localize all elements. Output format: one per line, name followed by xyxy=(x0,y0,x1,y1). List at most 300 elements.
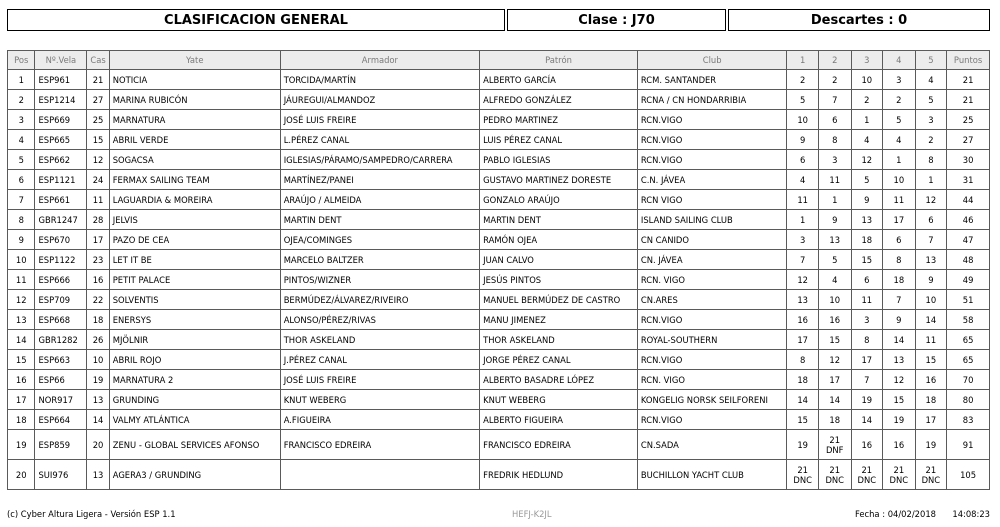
cell-pos: 13 xyxy=(8,310,35,330)
cell-yacht: ABRIL ROJO xyxy=(109,350,280,370)
results-table xyxy=(7,50,990,490)
cell-race-2: 7 xyxy=(818,90,851,110)
cell-points: 47 xyxy=(947,230,990,250)
cell-owner: ALONSO/PÉREZ/RIVAS xyxy=(280,310,479,330)
cell-race-5: 16 xyxy=(915,370,947,390)
table-row xyxy=(8,460,990,490)
table-row xyxy=(8,270,990,290)
cell-race-5: 4 xyxy=(915,70,947,90)
cell-sail-number: ESP666 xyxy=(35,270,87,290)
cell-points: 83 xyxy=(947,410,990,430)
table-row xyxy=(8,250,990,270)
cell-score: 21 xyxy=(861,464,873,475)
cell-pos: 5 xyxy=(8,150,35,170)
cell-race-4: 1 xyxy=(883,150,916,170)
cell-skipper: MARTIN DENT xyxy=(480,210,638,230)
cell-race-3: 13 xyxy=(851,210,883,230)
table-row xyxy=(8,90,990,110)
cell-race-2: 16 xyxy=(818,310,851,330)
cell-race-5: 12 xyxy=(915,190,947,210)
cell-owner: JÁUREGUI/ALMANDOZ xyxy=(280,90,479,110)
cell-sail-number: ESP66 xyxy=(35,370,87,390)
cell-score: 21 xyxy=(797,464,809,475)
cell-cas: 22 xyxy=(87,290,109,310)
cell-race-5: 7 xyxy=(915,230,947,250)
cell-points: 51 xyxy=(947,290,990,310)
cell-sail-number: ESP1121 xyxy=(35,170,87,190)
cell-race-4: 13 xyxy=(883,350,916,370)
cell-cas: 24 xyxy=(87,170,109,190)
cell-club: RCN.VIGO xyxy=(637,110,787,130)
cell-skipper: ALBERTO GARCÍA xyxy=(480,70,638,90)
cell-cas: 14 xyxy=(87,410,109,430)
cell-race-3: 10 xyxy=(851,70,883,90)
cell-cas: 13 xyxy=(87,460,109,490)
cell-club: RCN.VIGO xyxy=(637,150,787,170)
cell-pos: 11 xyxy=(8,270,35,290)
cell-pos: 7 xyxy=(8,190,35,210)
cell-race-4: 4 xyxy=(883,130,916,150)
cell-sail-number: GBR1247 xyxy=(35,210,87,230)
col-header-yacht: Yate xyxy=(109,51,280,70)
table-row xyxy=(8,210,990,230)
cell-club: RCN.VIGO xyxy=(637,310,787,330)
cell-score: 21 xyxy=(829,434,841,445)
cell-skipper: KNUT WEBERG xyxy=(480,390,638,410)
cell-race-1: 2 xyxy=(787,70,819,90)
cell-club: KONGELIG NORSK SEILFORENI xyxy=(637,390,787,410)
cell-score: 21 xyxy=(893,464,905,475)
cell-skipper: FREDRIK HEDLUND xyxy=(480,460,638,490)
cell-points: 91 xyxy=(947,430,990,460)
cell-race-5: 17 xyxy=(915,410,947,430)
cell-skipper: ALBERTO BASADRE LÓPEZ xyxy=(480,370,638,390)
cell-cas: 15 xyxy=(87,130,109,150)
cell-pos: 14 xyxy=(8,330,35,350)
cell-race-1: 16 xyxy=(787,310,819,330)
cell-race-3: 6 xyxy=(851,270,883,290)
cell-yacht: MARNATURA xyxy=(109,110,280,130)
cell-race-4: 6 xyxy=(883,230,916,250)
cell-yacht: SOGACSA xyxy=(109,150,280,170)
cell-pos: 18 xyxy=(8,410,35,430)
cell-owner: MARTIN DENT xyxy=(280,210,479,230)
cell-points: 48 xyxy=(947,250,990,270)
cell-race-3: 4 xyxy=(851,130,883,150)
cell-owner: A.FIGUEIRA xyxy=(280,410,479,430)
col-header-race-3: 3 xyxy=(851,51,883,70)
cell-race-4: 18 xyxy=(883,270,916,290)
cell-code: DNC xyxy=(921,474,941,485)
cell-owner: ARAÚJO / ALMEIDA xyxy=(280,190,479,210)
cell-owner: THOR ASKELAND xyxy=(280,330,479,350)
cell-race-1: 12 xyxy=(787,270,819,290)
table-row xyxy=(8,350,990,370)
cell-points: 30 xyxy=(947,150,990,170)
cell-sail-number: ESP669 xyxy=(35,110,87,130)
col-header-owner: Armador xyxy=(280,51,479,70)
cell-race-2: 17 xyxy=(818,370,851,390)
cell-skipper: PABLO IGLESIAS xyxy=(480,150,638,170)
cell-race-3: 17 xyxy=(851,350,883,370)
cell-race-3: 1 xyxy=(851,110,883,130)
cell-club: C.N. JÁVEA xyxy=(637,170,787,190)
cell-skipper: GUSTAVO MARTINEZ DORESTE xyxy=(480,170,638,190)
cell-sail-number: ESP663 xyxy=(35,350,87,370)
cell-race-5: 18 xyxy=(915,390,947,410)
cell-cas: 23 xyxy=(87,250,109,270)
col-header-cas: Cas xyxy=(87,51,109,70)
cell-race-5: 14 xyxy=(915,310,947,330)
cell-points: 65 xyxy=(947,330,990,350)
cell-race-3: 12 xyxy=(851,150,883,170)
cell-race-2: 5 xyxy=(818,250,851,270)
col-header-club: Club xyxy=(637,51,787,70)
cell-race-4: 12 xyxy=(883,370,916,390)
discards-box xyxy=(728,9,990,31)
cell-sail-number: ESP709 xyxy=(35,290,87,310)
cell-points: 80 xyxy=(947,390,990,410)
cell-race-2: 2 xyxy=(818,70,851,90)
cell-pos: 15 xyxy=(8,350,35,370)
table-row xyxy=(8,70,990,90)
cell-race-1: 17 xyxy=(787,330,819,350)
cell-race-4: 2 xyxy=(883,90,916,110)
table-row xyxy=(8,110,990,130)
col-header-skipper: Patrón xyxy=(480,51,638,70)
cell-race-1: 7 xyxy=(787,250,819,270)
cell-race-1: 1 xyxy=(787,210,819,230)
cell-race-2: 4 xyxy=(818,270,851,290)
cell-cas: 17 xyxy=(87,230,109,250)
cell-race-2: 15 xyxy=(818,330,851,350)
cell-owner xyxy=(280,460,479,490)
cell-race-5: 15 xyxy=(915,350,947,370)
cell-race-2: 8 xyxy=(818,130,851,150)
cell-code: DNC xyxy=(889,474,909,485)
table-row xyxy=(8,330,990,350)
cell-club: CN. JÁVEA xyxy=(637,250,787,270)
cell-cas: 19 xyxy=(87,370,109,390)
cell-sail-number: ESP662 xyxy=(35,150,87,170)
cell-pos: 6 xyxy=(8,170,35,190)
cell-race-1: 6 xyxy=(787,150,819,170)
cell-race-1: 18 xyxy=(787,370,819,390)
cell-owner: J.PÉREZ CANAL xyxy=(280,350,479,370)
cell-race-2 xyxy=(818,430,851,460)
cell-owner: TORCIDA/MARTÍN xyxy=(280,70,479,90)
cell-race-2: 13 xyxy=(818,230,851,250)
cell-race-5: 8 xyxy=(915,150,947,170)
cell-race-5: 19 xyxy=(915,430,947,460)
cell-points: 49 xyxy=(947,270,990,290)
footer-code: HEFJ-K2JL xyxy=(512,509,552,519)
cell-skipper: ALFREDO GONZÁLEZ xyxy=(480,90,638,110)
cell-race-3: 5 xyxy=(851,170,883,190)
cell-race-4: 8 xyxy=(883,250,916,270)
cell-sail-number: ESP961 xyxy=(35,70,87,90)
footer-date: Fecha : 04/02/2018 xyxy=(855,509,936,519)
cell-race-4: 10 xyxy=(883,170,916,190)
cell-race-5: 6 xyxy=(915,210,947,230)
cell-race-1: 13 xyxy=(787,290,819,310)
cell-race-3: 3 xyxy=(851,310,883,330)
cell-yacht: SOLVENTIS xyxy=(109,290,280,310)
cell-skipper: THOR ASKELAND xyxy=(480,330,638,350)
footer-copyright: (c) Cyber Altura Ligera - Versión ESP 1.1 xyxy=(7,509,176,519)
cell-club: RCN.VIGO xyxy=(637,410,787,430)
cell-pos: 12 xyxy=(8,290,35,310)
col-header-race-2: 2 xyxy=(818,51,851,70)
cell-sail-number: ESP859 xyxy=(35,430,87,460)
cell-race-3: 19 xyxy=(851,390,883,410)
cell-race-5: 3 xyxy=(915,110,947,130)
cell-race-3: 14 xyxy=(851,410,883,430)
cell-race-5: 13 xyxy=(915,250,947,270)
cell-race-3: 7 xyxy=(851,370,883,390)
discards-label: Descartes : 0 xyxy=(810,12,908,28)
table-row xyxy=(8,410,990,430)
cell-club: CN.SADA xyxy=(637,430,787,460)
cell-club: ROYAL-SOUTHERN xyxy=(637,330,787,350)
cell-owner: MARTÍNEZ/PANEI xyxy=(280,170,479,190)
cell-race-4: 14 xyxy=(883,330,916,350)
cell-sail-number: ESP670 xyxy=(35,230,87,250)
cell-race-2: 3 xyxy=(818,150,851,170)
cell-points: 105 xyxy=(947,460,990,490)
cell-race-1: 9 xyxy=(787,130,819,150)
cell-skipper: LUIS PÉREZ CANAL xyxy=(480,130,638,150)
cell-race-3 xyxy=(851,460,883,490)
cell-owner: IGLESIAS/PÁRAMO/SAMPEDRO/CARRERA xyxy=(280,150,479,170)
cell-skipper: PEDRO MARTINEZ xyxy=(480,110,638,130)
cell-club: CN CANIDO xyxy=(637,230,787,250)
cell-race-3: 11 xyxy=(851,290,883,310)
cell-club: RCN VIGO xyxy=(637,190,787,210)
cell-skipper: JUAN CALVO xyxy=(480,250,638,270)
table-row xyxy=(8,230,990,250)
cell-pos: 4 xyxy=(8,130,35,150)
cell-sail-number: NOR917 xyxy=(35,390,87,410)
cell-cas: 16 xyxy=(87,270,109,290)
cell-race-4: 19 xyxy=(883,410,916,430)
cell-race-2: 14 xyxy=(818,390,851,410)
cell-yacht: AGERA3 / GRUNDING xyxy=(109,460,280,490)
cell-skipper: FRANCISCO EDREIRA xyxy=(480,430,638,460)
cell-cas: 13 xyxy=(87,390,109,410)
cell-race-5: 1 xyxy=(915,170,947,190)
cell-code: DNC xyxy=(825,474,845,485)
cell-skipper: RAMÓN OJEA xyxy=(480,230,638,250)
cell-points: 27 xyxy=(947,130,990,150)
cell-points: 46 xyxy=(947,210,990,230)
cell-race-2: 1 xyxy=(818,190,851,210)
cell-owner: OJEA/COMINGES xyxy=(280,230,479,250)
cell-code: DNC xyxy=(857,474,877,485)
cell-race-5: 2 xyxy=(915,130,947,150)
cell-yacht: FERMAX SAILING TEAM xyxy=(109,170,280,190)
cell-skipper: MANU JIMENEZ xyxy=(480,310,638,330)
cell-points: 21 xyxy=(947,70,990,90)
cell-cas: 18 xyxy=(87,310,109,330)
cell-skipper: MANUEL BERMÚDEZ DE CASTRO xyxy=(480,290,638,310)
cell-race-2: 6 xyxy=(818,110,851,130)
cell-race-1: 5 xyxy=(787,90,819,110)
cell-race-3: 2 xyxy=(851,90,883,110)
cell-race-4: 17 xyxy=(883,210,916,230)
cell-cas: 27 xyxy=(87,90,109,110)
cell-sail-number: ESP661 xyxy=(35,190,87,210)
cell-club: RCN.VIGO xyxy=(637,130,787,150)
cell-sail-number: ESP668 xyxy=(35,310,87,330)
cell-pos: 10 xyxy=(8,250,35,270)
cell-sail-number: ESP1122 xyxy=(35,250,87,270)
col-header-pos: Pos xyxy=(8,51,35,70)
cell-race-4: 16 xyxy=(883,430,916,460)
cell-skipper: ALBERTO FIGUEIRA xyxy=(480,410,638,430)
cell-yacht: LAGUARDIA & MOREIRA xyxy=(109,190,280,210)
footer xyxy=(7,509,990,521)
cell-race-2: 12 xyxy=(818,350,851,370)
cell-yacht: MJÖLNIR xyxy=(109,330,280,350)
cell-club: RCM. SANTANDER xyxy=(637,70,787,90)
cell-code: DNC xyxy=(793,474,812,485)
cell-race-1: 10 xyxy=(787,110,819,130)
cell-score: 21 xyxy=(925,464,937,475)
table-row xyxy=(8,370,990,390)
class-box xyxy=(507,9,726,31)
cell-sail-number: ESP665 xyxy=(35,130,87,150)
cell-club: RCN. VIGO xyxy=(637,370,787,390)
cell-cas: 10 xyxy=(87,350,109,370)
cell-points: 31 xyxy=(947,170,990,190)
cell-pos: 16 xyxy=(8,370,35,390)
cell-race-2: 10 xyxy=(818,290,851,310)
cell-race-4: 11 xyxy=(883,190,916,210)
cell-yacht: PETIT PALACE xyxy=(109,270,280,290)
cell-club: CN.ARES xyxy=(637,290,787,310)
cell-pos: 3 xyxy=(8,110,35,130)
cell-owner: JOSÉ LUIS FREIRE xyxy=(280,370,479,390)
cell-owner: PINTOS/WIZNER xyxy=(280,270,479,290)
cell-cas: 20 xyxy=(87,430,109,460)
cell-points: 25 xyxy=(947,110,990,130)
cell-yacht: MARNATURA 2 xyxy=(109,370,280,390)
cell-pos: 2 xyxy=(8,90,35,110)
cell-race-3: 9 xyxy=(851,190,883,210)
col-header-race-5: 5 xyxy=(915,51,947,70)
cell-race-3: 8 xyxy=(851,330,883,350)
cell-owner: L.PÉREZ CANAL xyxy=(280,130,479,150)
cell-skipper: JORGE PÉREZ CANAL xyxy=(480,350,638,370)
cell-cas: 26 xyxy=(87,330,109,350)
cell-yacht: PAZO DE CEA xyxy=(109,230,280,250)
cell-cas: 28 xyxy=(87,210,109,230)
cell-cas: 25 xyxy=(87,110,109,130)
cell-code: DNF xyxy=(825,444,844,455)
cell-skipper: JESÚS PINTOS xyxy=(480,270,638,290)
cell-race-1: 3 xyxy=(787,230,819,250)
title-box xyxy=(7,9,505,31)
class-label: Clase : J70 xyxy=(578,12,655,28)
cell-yacht: ABRIL VERDE xyxy=(109,130,280,150)
table-row xyxy=(8,310,990,330)
cell-yacht: MARINA RUBICÓN xyxy=(109,90,280,110)
cell-race-5: 10 xyxy=(915,290,947,310)
cell-owner: FRANCISCO EDREIRA xyxy=(280,430,479,460)
cell-sail-number: ESP664 xyxy=(35,410,87,430)
cell-owner: BERMÚDEZ/ÁLVAREZ/RIVEIRO xyxy=(280,290,479,310)
cell-yacht: LET IT BE xyxy=(109,250,280,270)
cell-points: 58 xyxy=(947,310,990,330)
cell-points: 44 xyxy=(947,190,990,210)
cell-race-3: 18 xyxy=(851,230,883,250)
cell-race-5: 11 xyxy=(915,330,947,350)
cell-score: 21 xyxy=(829,464,841,475)
cell-race-4: 7 xyxy=(883,290,916,310)
cell-race-2 xyxy=(818,460,851,490)
cell-race-1: 14 xyxy=(787,390,819,410)
footer-time: 14:08:23 xyxy=(952,509,990,519)
cell-yacht: ENERSYS xyxy=(109,310,280,330)
cell-points: 21 xyxy=(947,90,990,110)
cell-cas: 21 xyxy=(87,70,109,90)
cell-pos: 19 xyxy=(8,430,35,460)
cell-pos: 8 xyxy=(8,210,35,230)
cell-club: BUCHILLON YACHT CLUB xyxy=(637,460,787,490)
cell-sail-number: GBR1282 xyxy=(35,330,87,350)
cell-race-5 xyxy=(915,460,947,490)
cell-cas: 12 xyxy=(87,150,109,170)
cell-owner: MARCELO BALTZER xyxy=(280,250,479,270)
cell-yacht: ZENU - GLOBAL SERVICES AFONSO xyxy=(109,430,280,460)
cell-yacht: VALMY ATLÁNTICA xyxy=(109,410,280,430)
cell-race-2: 18 xyxy=(818,410,851,430)
cell-owner: KNUT WEBERG xyxy=(280,390,479,410)
cell-pos: 17 xyxy=(8,390,35,410)
cell-race-1: 4 xyxy=(787,170,819,190)
cell-race-1: 8 xyxy=(787,350,819,370)
col-header-race-4: 4 xyxy=(883,51,916,70)
cell-points: 70 xyxy=(947,370,990,390)
cell-pos: 20 xyxy=(8,460,35,490)
cell-race-4: 3 xyxy=(883,70,916,90)
cell-race-2: 9 xyxy=(818,210,851,230)
cell-race-4: 5 xyxy=(883,110,916,130)
col-header-race-1: 1 xyxy=(787,51,819,70)
table-row xyxy=(8,150,990,170)
col-header-points: Puntos xyxy=(947,51,990,70)
cell-race-1 xyxy=(787,460,819,490)
cell-pos: 1 xyxy=(8,70,35,90)
table-row xyxy=(8,130,990,150)
cell-owner: JOSÉ LUIS FREIRE xyxy=(280,110,479,130)
cell-pos: 9 xyxy=(8,230,35,250)
cell-club: RCN.VIGO xyxy=(637,350,787,370)
cell-yacht: GRUNDING xyxy=(109,390,280,410)
col-header-sail: Nº.Vela xyxy=(35,51,87,70)
cell-cas: 11 xyxy=(87,190,109,210)
table-row xyxy=(8,190,990,210)
cell-yacht: NOTICIA xyxy=(109,70,280,90)
table-header-row xyxy=(8,51,990,70)
table-row xyxy=(8,170,990,190)
cell-race-3: 16 xyxy=(851,430,883,460)
cell-club: RCNA / CN HONDARRIBIA xyxy=(637,90,787,110)
cell-race-1: 19 xyxy=(787,430,819,460)
cell-sail-number: SUI976 xyxy=(35,460,87,490)
cell-points: 65 xyxy=(947,350,990,370)
